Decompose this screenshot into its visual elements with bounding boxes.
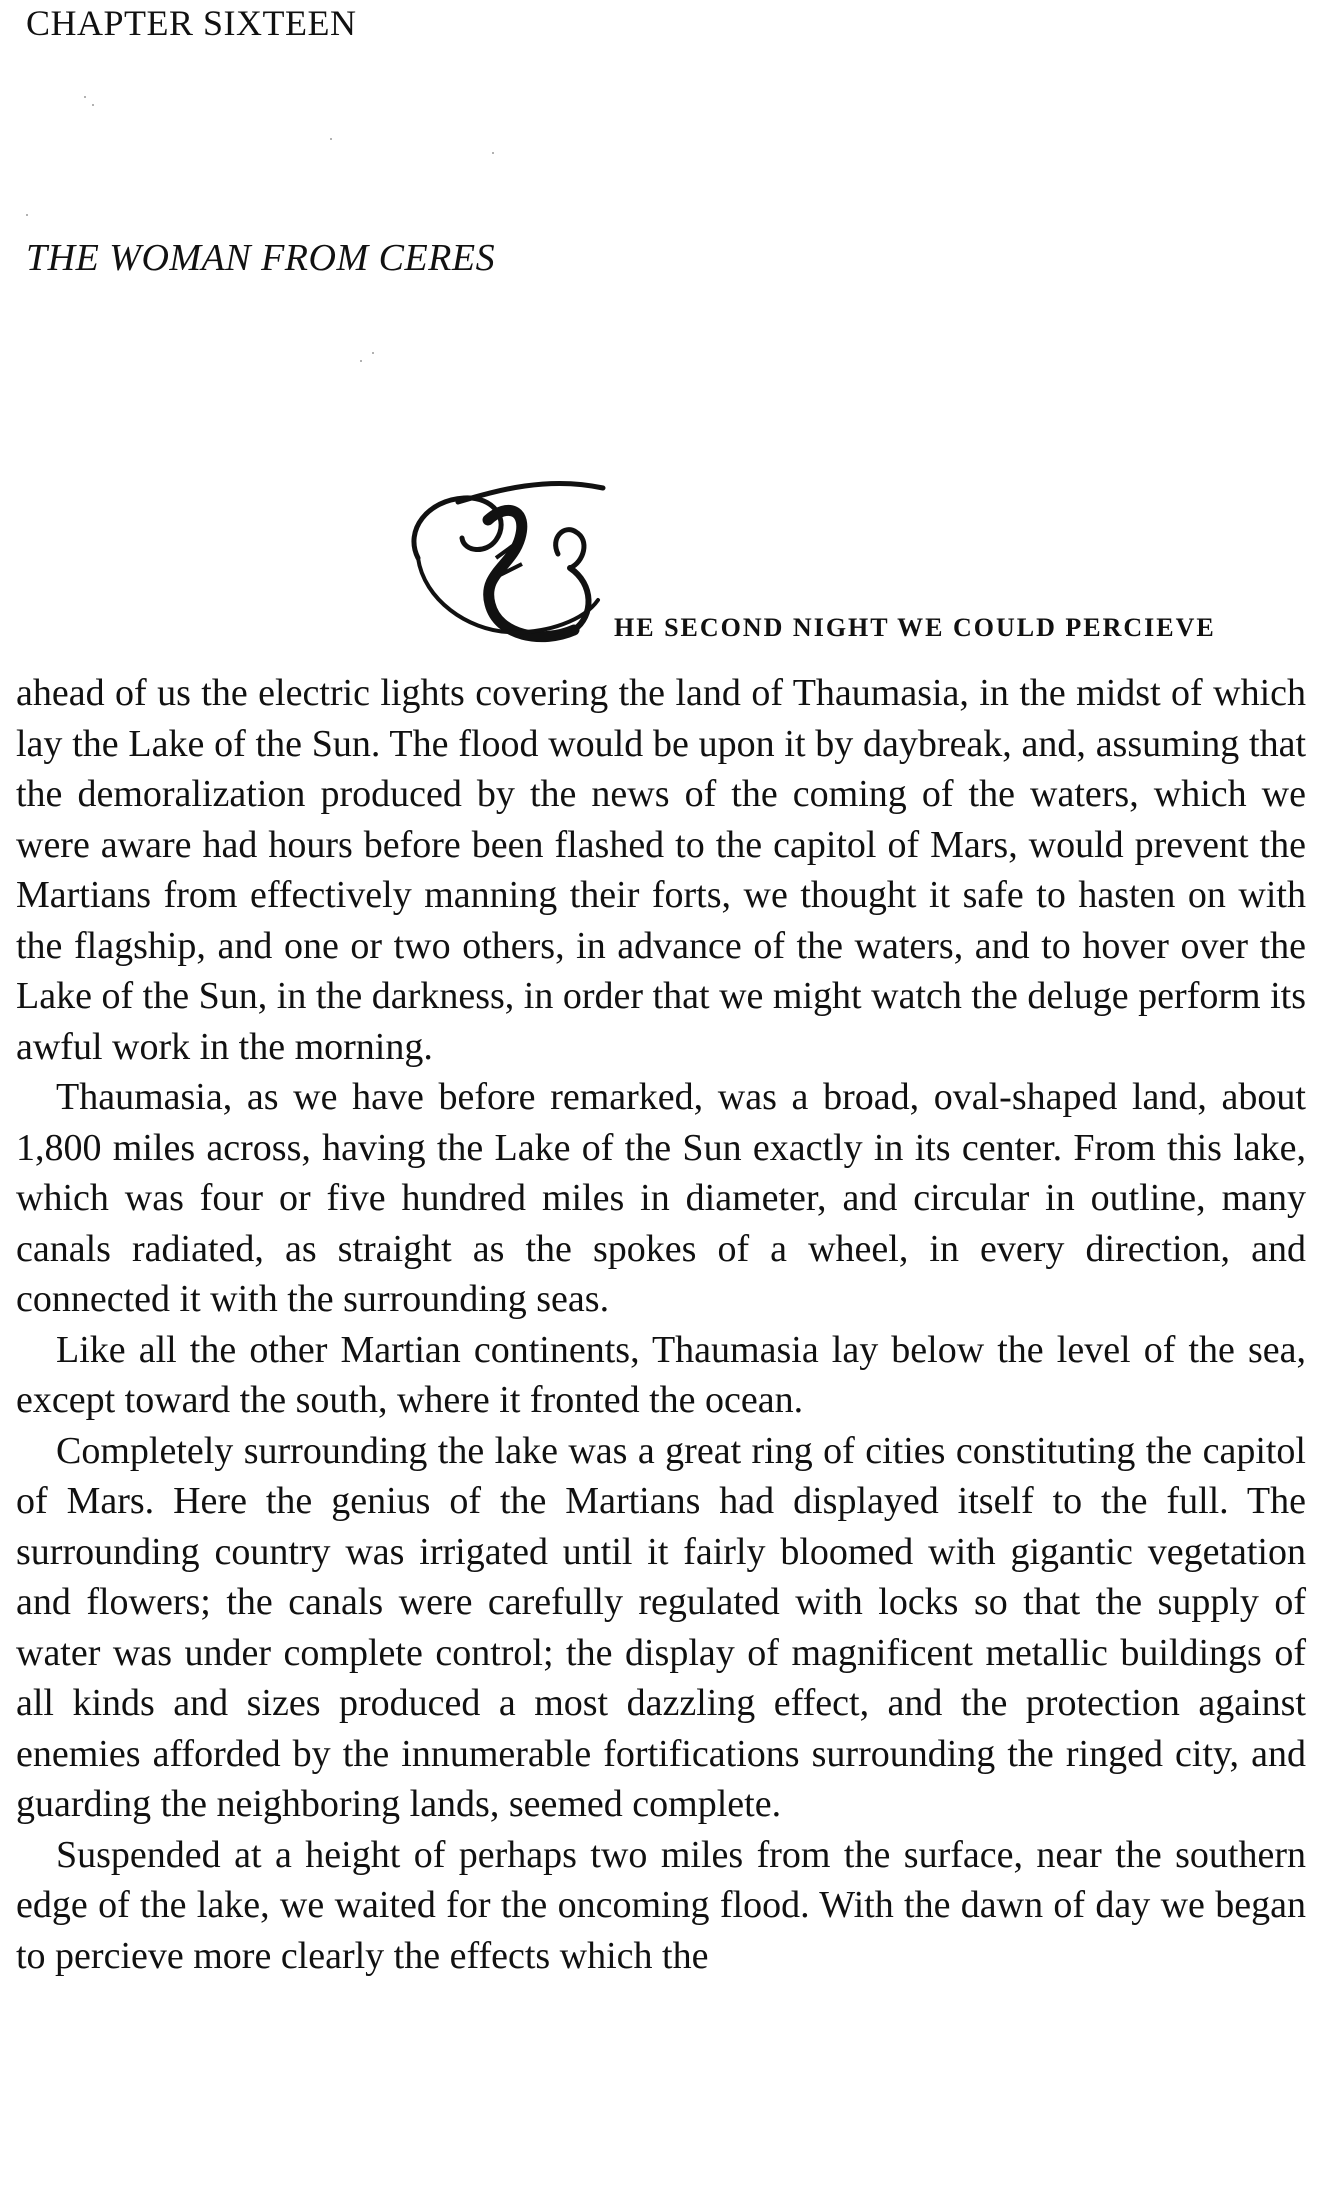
first-line-small-caps: HE SECOND NIGHT WE COULD PERCIEVE	[614, 613, 1216, 642]
scan-speck	[26, 214, 28, 216]
scan-speck	[492, 152, 494, 154]
paragraph: ahead of us the electric lights covering the land of Thaumasia, in the midst of which lay the Lake of the Sun. The flood would be upon it by daybreak, and, assuming that the demoralization produced by the news of the coming of the waters, which we were aware had hours before been flashed to the capitol of Mars, would prevent the Martians from effectively manning their forts, we thought it safe to hasten on with the flagship, and one or two others, in advance of the waters, and to hover over the Lake of the Sun, in the darkness, in order that we might watch the deluge perform its awful work in the morning.	[16, 672, 1306, 1068]
scan-speck	[360, 360, 362, 362]
scan-speck	[330, 138, 332, 140]
paragraph: Like all the other Martian continents, Thaumasia lay below the level of the sea, except toward the south, where it fronted the ocean.	[16, 1328, 1306, 1421]
paragraph: Suspended at a height of perhaps two miles from the surface, near the southern edge of the lake, we waited for the oncoming flood. With the dawn of day we began to percieve more clearly the effects which the	[16, 1833, 1306, 1977]
chapter-title: THE WOMAN FROM CERES	[26, 237, 496, 279]
scan-speck	[92, 104, 94, 106]
body-text	[16, 668, 1306, 1981]
chapter-heading: CHAPTER SIXTEEN	[26, 3, 357, 43]
ornamental-drop-cap-t-icon	[398, 480, 608, 650]
paragraph: Completely surrounding the lake was a great ring of cities constituting the capitol of Mars. Here the genius of the Martians had displayed itself to the full. The surrounding country was irrigated until it fairly bloomed with gigantic vegetation and flowers; the canals were carefully regulated with locks so that the supply of water was under complete control; the display of magnificent metallic buildings of all kinds and sizes produced a most dazzling effect, and the protection against enemies afforded by the innumerable fortifications surrounding the ringed city, and guarding the neighboring lands, seemed complete.	[16, 1429, 1306, 1825]
scan-speck	[84, 96, 86, 98]
paragraph: Thaumasia, as we have before remarked, was a broad, oval-shaped land, about 1,800 miles across, having the Lake of the Sun exactly in its center. From this lake, which was four or five hundred miles in diameter, and circular in outline, many canals radiated, as straight as the spokes of a wheel, in every direction, and connected it with the surrounding seas.	[16, 1076, 1306, 1320]
scan-speck	[372, 352, 374, 354]
